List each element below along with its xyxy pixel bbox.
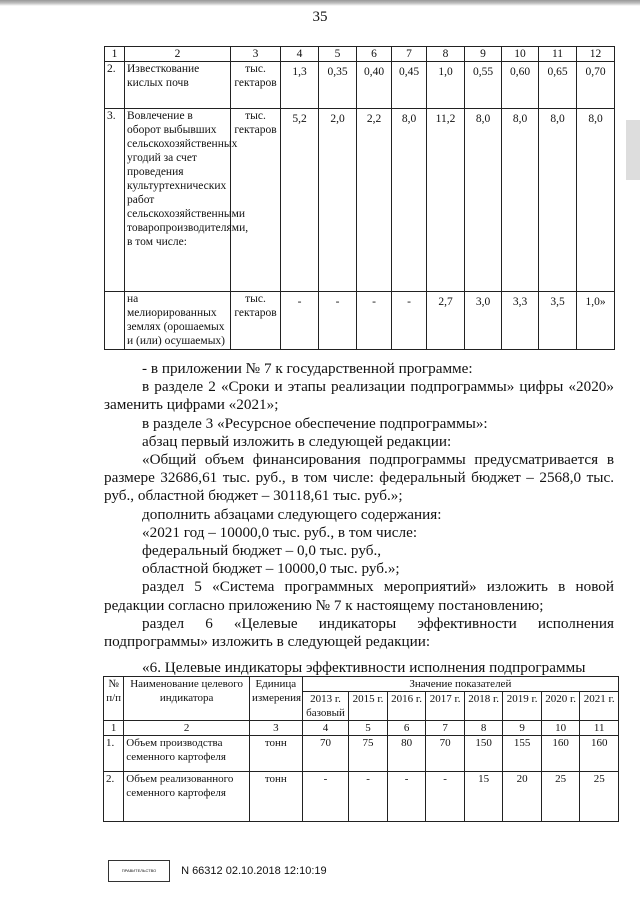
value-cell: - (319, 292, 357, 350)
col-number: 9 (503, 721, 542, 736)
table1-col-6: 6 (357, 47, 392, 62)
paragraph: раздел 6 «Целевые индикаторы эффективности исполнения подпрограммы» изложить в следующей редакции: (104, 614, 614, 651)
year-header: 2020 г. (541, 692, 580, 721)
value-cell: 70 (302, 736, 349, 772)
col-head-unit: Единица измерения (249, 677, 302, 721)
row-unit: тонн (249, 772, 302, 822)
row-number: 3. (105, 109, 125, 292)
row-unit: тыс. гектаров (231, 292, 281, 350)
document-registration: N 66312 02.10.2018 12:10:19 (181, 864, 327, 877)
table2-head-row (104, 677, 619, 692)
year-header: 2016 г. (387, 692, 426, 721)
value-cell: - (357, 292, 392, 350)
row-name: Известкование кислых почв (125, 62, 231, 109)
value-cell: 8,0 (465, 109, 502, 292)
paragraph: «Общий объем финансирования подпрограммы предусматривается в размере 32686,61 тыс. руб., в том числе: федеральный бюджет – 2568,0 тыс. руб., областной бюджет – 30118,61 тыс. руб.»; (104, 451, 614, 505)
col-number: 10 (541, 721, 580, 736)
table1-col-8: 8 (427, 47, 465, 62)
target-indicators-table (103, 676, 619, 822)
table1-col-11: 11 (539, 47, 577, 62)
table1-col-5: 5 (319, 47, 357, 62)
col-number: 1 (104, 721, 124, 736)
paragraph: областной бюджет – 10000,0 тыс. руб.»; (142, 560, 400, 578)
value-cell: - (349, 772, 388, 822)
table1-col-3: 3 (231, 47, 281, 62)
value-cell: - (392, 292, 427, 350)
value-cell: 8,0 (502, 109, 539, 292)
row-number: 2. (105, 62, 125, 109)
paragraph: в разделе 3 «Ресурсное обеспечение подпрограммы»: (142, 414, 488, 432)
year-header: 2015 г. (349, 692, 388, 721)
government-stamp: ПРАВИТЕЛЬСТВО (108, 860, 170, 882)
row-name: Вовлечение в оборот выбывших сельскохозяйственных угодий за счет проведения культуртехнических работ сельскохозяйственными товаропроизводителями, в том числе: (125, 109, 231, 292)
value-cell: 0,70 (577, 62, 615, 109)
value-cell: 25 (541, 772, 580, 822)
section-heading: «6. Целевые индикаторы эффективности исполнения подпрограммы (142, 659, 586, 677)
paragraph: раздел 5 «Система программных мероприятий» изложить в новой редакции согласно приложению № 7 к настоящему постановлению; (104, 578, 614, 614)
value-cell: 0,40 (357, 62, 392, 109)
value-cell: 1,0» (577, 292, 615, 350)
document-footer (108, 860, 327, 882)
value-cell: 155 (503, 736, 542, 772)
table-row (105, 292, 615, 350)
col-number: 4 (302, 721, 349, 736)
table1-col-2: 2 (125, 47, 231, 62)
value-cell: 3,3 (502, 292, 539, 350)
value-cell: 8,0 (577, 109, 615, 292)
row-name: Объем производства семенного картофеля (124, 736, 250, 772)
value-cell: - (387, 772, 426, 822)
row-unit: тонн (249, 736, 302, 772)
row-name: на мелиорированных землях (орошаемых и (или) осушаемых) (125, 292, 231, 350)
row-number: 1. (104, 736, 124, 772)
row-name: Объем реализованного семенного картофеля (124, 772, 250, 822)
value-cell: 8,0 (392, 109, 427, 292)
value-cell: 0,45 (392, 62, 427, 109)
value-cell: 80 (387, 736, 426, 772)
year-header: 2018 г. (464, 692, 503, 721)
table-row (105, 62, 615, 109)
value-cell: - (302, 772, 349, 822)
value-cell: 2,0 (319, 109, 357, 292)
value-cell: - (281, 292, 319, 350)
value-cell: - (426, 772, 465, 822)
col-number: 3 (249, 721, 302, 736)
value-cell: 3,5 (539, 292, 577, 350)
value-cell: 3,0 (465, 292, 502, 350)
col-number: 7 (426, 721, 465, 736)
table1-col-1: 1 (105, 47, 125, 62)
value-cell: 150 (464, 736, 503, 772)
value-cell: 0,60 (502, 62, 539, 109)
paragraph: «2021 год – 10000,0 тыс. руб., в том числе: (142, 523, 418, 541)
col-number: 8 (464, 721, 503, 736)
value-cell: 0,35 (319, 62, 357, 109)
paragraph: в разделе 2 «Сроки и этапы реализации подпрограммы» цифры «2020» заменить цифрами «2021»; (104, 378, 614, 414)
col-number: 6 (387, 721, 426, 736)
table-row (104, 736, 619, 772)
body-text (104, 360, 614, 677)
year-header: 2017 г. (426, 692, 465, 721)
col-number: 5 (349, 721, 388, 736)
value-cell: 15 (464, 772, 503, 822)
col-number: 11 (580, 721, 619, 736)
col-head-name: Наименование целевого индикатора (124, 677, 250, 721)
table-row (104, 772, 619, 822)
table1-header-row (105, 47, 615, 62)
table2-colnum-row (104, 721, 619, 736)
value-cell: 75 (349, 736, 388, 772)
value-cell: 1,0 (427, 62, 465, 109)
paragraph: абзац первый изложить в следующей редакции: (142, 432, 452, 450)
value-cell: 0,55 (465, 62, 502, 109)
row-unit: тыс. гектаров (231, 62, 281, 109)
paragraph: дополнить абзацами следующего содержания: (142, 505, 442, 523)
col-number: 2 (124, 721, 250, 736)
value-cell: 2,2 (357, 109, 392, 292)
year-header: 2019 г. (503, 692, 542, 721)
page-number: 35 (312, 9, 328, 25)
value-cell: 5,2 (281, 109, 319, 292)
value-cell: 0,65 (539, 62, 577, 109)
year-header: 2021 г. (580, 692, 619, 721)
table1-col-12: 12 (577, 47, 615, 62)
paragraph: федеральный бюджет – 0,0 тыс. руб., (142, 542, 382, 560)
value-cell: 160 (580, 736, 619, 772)
year-header: 2013 г. базовый (302, 692, 349, 721)
scan-edge-right (626, 120, 640, 180)
value-cell: 20 (503, 772, 542, 822)
table-row (105, 109, 615, 292)
table1-col-10: 10 (502, 47, 539, 62)
value-cell: 8,0 (539, 109, 577, 292)
value-cell: 1,3 (281, 62, 319, 109)
table1-col-7: 7 (392, 47, 427, 62)
indicators-table-continued (104, 46, 615, 350)
col-head-no: № п/п (104, 677, 124, 721)
value-cell: 25 (580, 772, 619, 822)
row-unit: тыс. гектаров (231, 109, 281, 292)
table1-col-4: 4 (281, 47, 319, 62)
value-cell: 70 (426, 736, 465, 772)
paragraph: - в приложении № 7 к государственной программе: (142, 360, 473, 377)
row-number (105, 292, 125, 350)
value-cell: 11,2 (427, 109, 465, 292)
value-cell: 160 (541, 736, 580, 772)
row-number: 2. (104, 772, 124, 822)
value-cell: 2,7 (427, 292, 465, 350)
col-head-values: Значение показателей (302, 677, 618, 692)
table1-col-9: 9 (465, 47, 502, 62)
